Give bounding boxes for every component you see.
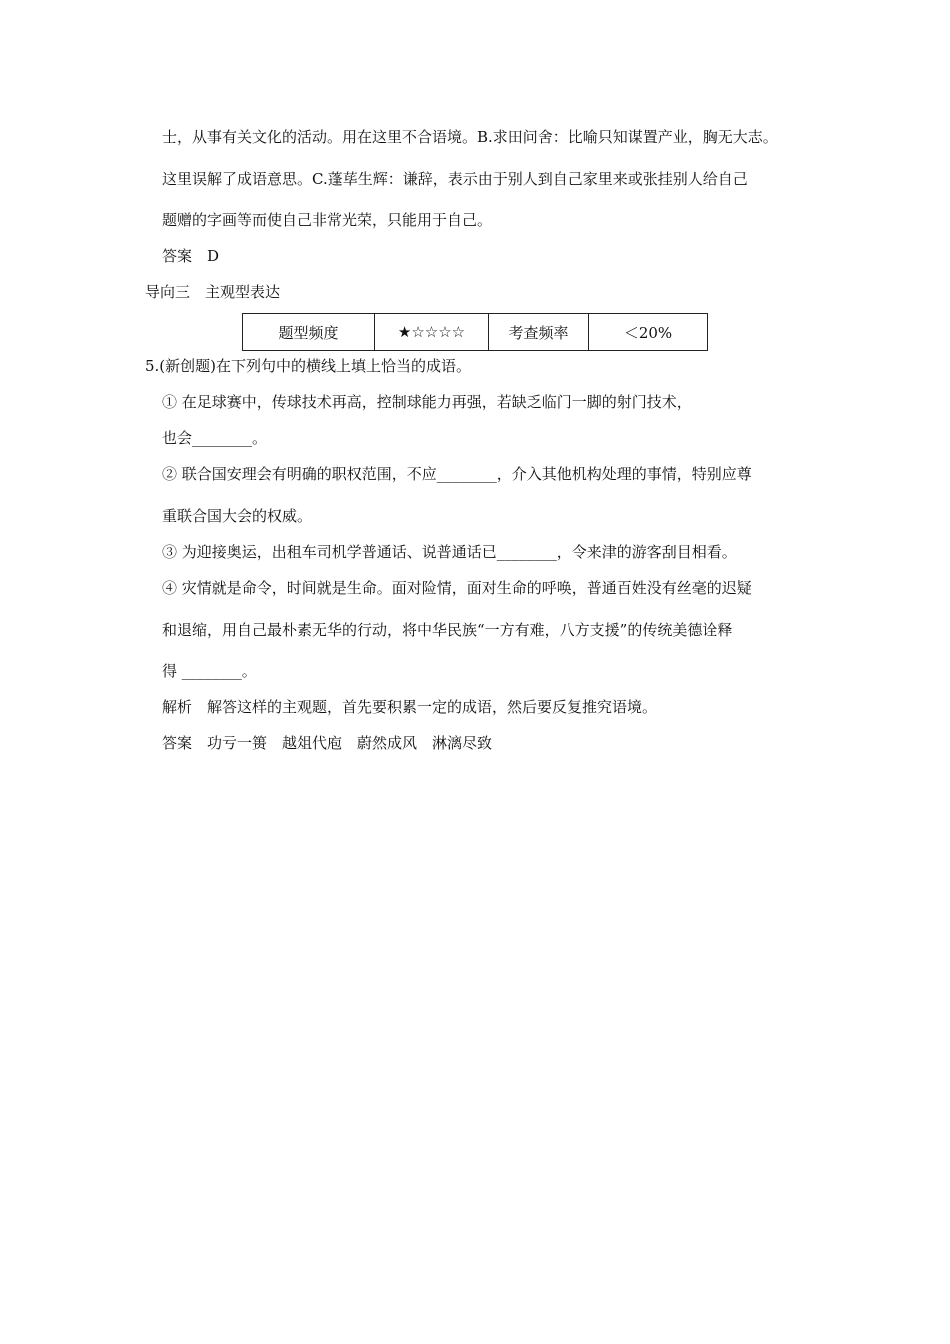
star-rating: ★☆☆☆☆ bbox=[375, 314, 489, 350]
paragraph-line: 题赠的字画等而使自己非常光荣，只能用于自己。 bbox=[162, 211, 493, 229]
question-sentence: ④ 灾情就是命令，时间就是生命。面对险情，面对生命的呼唤，普通百姓没有丝毫的迟疑 bbox=[162, 579, 752, 597]
paragraph-line: 士，从事有关文化的活动。用在这里不合语境。B.求田问舍：比喻只知谋置产业，胸无大志。 bbox=[162, 128, 778, 146]
question-sentence: ③ 为迎接奥运，出租车司机学普通话、说普通话已________，令来津的游客刮目相看。 bbox=[162, 543, 737, 561]
paragraph-line: 这里误解了成语意思。C.蓬荜生辉：谦辞，表示由于别人到自己家里来或张挂别人给自己 bbox=[162, 170, 748, 188]
answer-line: 答案 D bbox=[162, 247, 220, 265]
table-label-type-frequency: 题型频度 bbox=[243, 314, 375, 350]
section-heading: 导向三 主观型表达 bbox=[145, 283, 281, 301]
question-sentence: ② 联合国安理会有明确的职权范围，不应________，介入其他机构处理的事情，特别应尊 bbox=[162, 465, 752, 483]
table-label-exam-frequency: 考查频率 bbox=[489, 314, 589, 350]
question-sentence: 也会________。 bbox=[162, 429, 268, 447]
frequency-table bbox=[242, 313, 708, 351]
answer-line: 答案 功亏一篑 越俎代庖 蔚然成风 淋漓尽致 bbox=[162, 734, 493, 752]
table-value-exam-frequency: ＜20% bbox=[623, 323, 673, 342]
question-sentence: 和退缩，用自己最朴素无华的行动，将中华民族“一方有难，八方支援”的传统美德诠释 bbox=[162, 621, 733, 639]
question-stem: 5.(新创题)在下列句中的横线上填上恰当的成语。 bbox=[145, 357, 472, 375]
analysis-line: 解析 解答这样的主观题，首先要积累一定的成语，然后要反复推究语境。 bbox=[162, 698, 658, 716]
question-sentence: 重联合国大会的权威。 bbox=[162, 507, 313, 525]
question-sentence: ① 在足球赛中，传球技术再高，控制球能力再强，若缺乏临门一脚的射门技术， bbox=[162, 393, 692, 411]
question-sentence: 得 ________。 bbox=[162, 662, 257, 680]
